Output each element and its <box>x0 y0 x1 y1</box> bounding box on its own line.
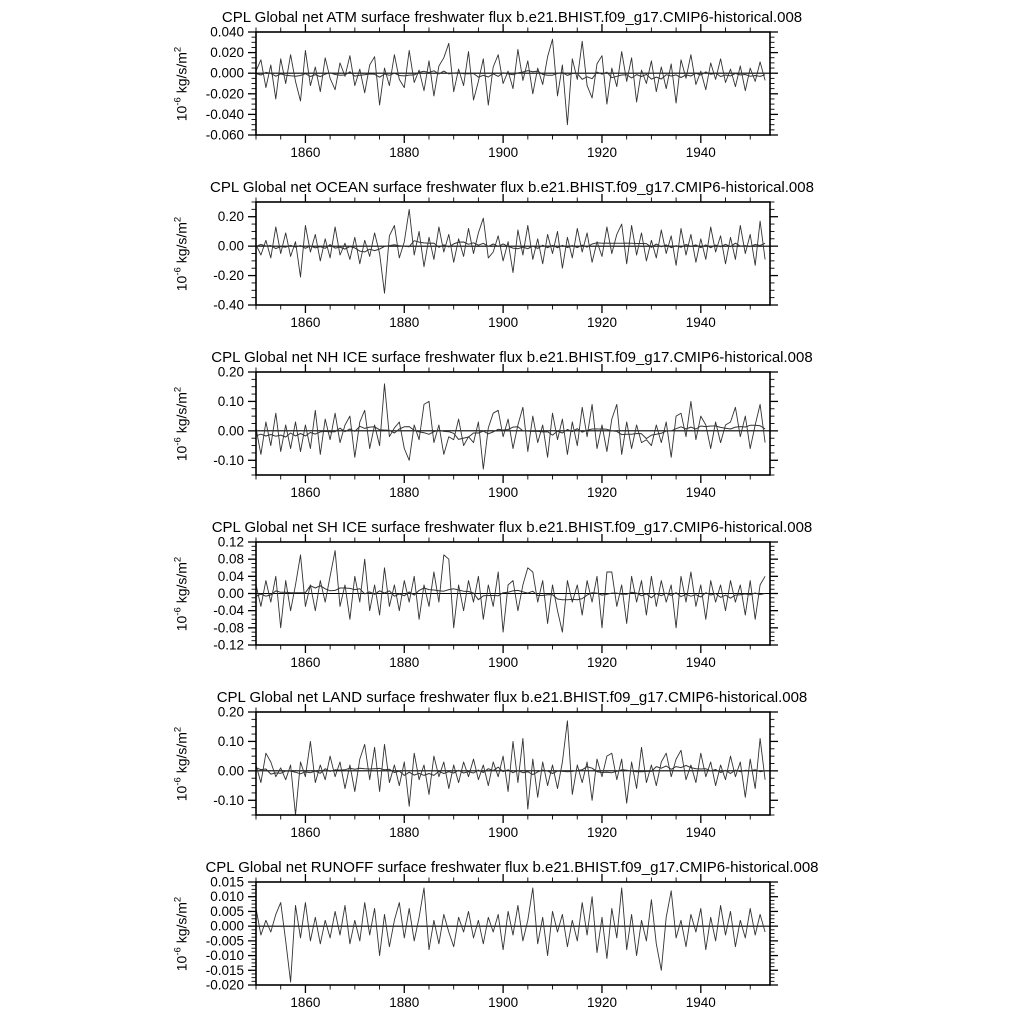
y-tick-label: 0.020 <box>210 45 244 61</box>
panel-ocean <box>0 170 1024 340</box>
panel-title: CPL Global net LAND surface freshwater flux b.e21.BHIST.f09_g17.CMIP6-historical.008 <box>216 689 808 706</box>
x-tick-label: 1920 <box>586 145 617 160</box>
x-tick-label: 1940 <box>685 485 716 500</box>
y-tick-label: -0.020 <box>205 977 244 993</box>
x-tick-label: 1920 <box>586 485 617 500</box>
y-unit-exponent: -6 <box>172 607 184 616</box>
y-unit-exponent: -6 <box>172 97 184 106</box>
plot-border <box>256 32 770 135</box>
y-tick-label: 0.20 <box>217 364 244 380</box>
x-tick-label: 1940 <box>685 825 716 840</box>
y-unit-base: 10 <box>173 955 190 972</box>
y-axis-label <box>173 387 190 461</box>
annual-series-line <box>256 888 765 982</box>
plot-border <box>256 202 770 305</box>
panel-title: CPL Global net SH ICE surface freshwater flux b.e21.BHIST.f09_g17.CMIP6-historical.008 <box>211 519 813 536</box>
y-tick-label: 0.04 <box>217 568 244 584</box>
x-tick-label: 1900 <box>488 655 519 670</box>
x-tick-label: 1900 <box>488 315 519 330</box>
annual-series-line <box>256 209 765 293</box>
smooth-series-line <box>256 71 765 80</box>
y-tick-label: -0.40 <box>213 297 244 313</box>
y-unit-squared: 2 <box>172 216 184 223</box>
x-tick-label: 1940 <box>685 145 716 160</box>
panel-nh-ice <box>0 340 1024 510</box>
x-tick-label: 1860 <box>290 655 321 670</box>
y-tick-label: -0.10 <box>213 452 244 468</box>
y-tick-label: -0.20 <box>213 268 244 284</box>
annual-series-line <box>256 39 765 125</box>
y-tick-label: -0.005 <box>205 933 244 949</box>
x-tick-label: 1940 <box>685 655 716 670</box>
x-tick-label: 1900 <box>488 145 519 160</box>
y-axis-label <box>173 727 190 801</box>
y-tick-label: -0.12 <box>213 637 244 653</box>
y-tick-label: 0.000 <box>210 918 244 934</box>
y-unit-exponent: -6 <box>172 437 184 446</box>
y-tick-label: 0.08 <box>217 551 244 567</box>
y-tick-label: 0.015 <box>210 874 244 890</box>
x-tick-label: 1920 <box>586 825 617 840</box>
y-unit-text: kg/s/m <box>173 562 190 608</box>
panel-atm <box>0 0 1024 170</box>
y-tick-label: 0.20 <box>217 209 244 225</box>
x-tick-label: 1900 <box>488 485 519 500</box>
y-tick-label: -0.040 <box>205 106 244 122</box>
y-unit-exponent: -6 <box>172 777 184 786</box>
x-tick-label: 1940 <box>685 315 716 330</box>
x-tick-label: 1920 <box>586 655 617 670</box>
x-tick-label: 1880 <box>389 825 420 840</box>
annual-series-line <box>256 721 765 815</box>
y-unit-base: 10 <box>173 445 190 462</box>
y-tick-label: 0.005 <box>210 903 244 919</box>
y-unit-squared: 2 <box>172 386 184 393</box>
x-tick-label: 1880 <box>389 655 420 670</box>
y-tick-label: -0.08 <box>213 620 244 636</box>
x-tick-label: 1880 <box>389 995 420 1010</box>
y-unit-base: 10 <box>173 785 190 802</box>
y-axis-label <box>173 47 190 121</box>
panel-title: CPL Global net RUNOFF surface freshwater flux b.e21.BHIST.f09_g17.CMIP6-historical.008 <box>205 859 819 876</box>
y-tick-label: 0.00 <box>217 423 244 439</box>
annual-series-line <box>256 384 765 469</box>
y-unit-base: 10 <box>173 615 190 632</box>
x-tick-label: 1920 <box>586 995 617 1010</box>
y-unit-squared: 2 <box>172 556 184 563</box>
x-tick-label: 1920 <box>586 315 617 330</box>
y-unit-text: kg/s/m <box>173 392 190 438</box>
panel-sh-ice <box>0 510 1024 680</box>
plot-border <box>256 712 770 815</box>
y-tick-label: 0.00 <box>217 763 244 779</box>
y-unit-text: kg/s/m <box>173 902 190 948</box>
x-tick-label: 1860 <box>290 825 321 840</box>
y-tick-label: -0.04 <box>213 603 244 619</box>
panel-land <box>0 680 1024 850</box>
panel-title: CPL Global net OCEAN surface freshwater flux b.e21.BHIST.f09_g17.CMIP6-historical.008 <box>210 179 814 196</box>
y-tick-label: 0.10 <box>217 393 244 409</box>
y-tick-label: -0.020 <box>205 86 244 102</box>
x-tick-label: 1860 <box>290 315 321 330</box>
y-unit-exponent: -6 <box>172 267 184 276</box>
x-tick-label: 1940 <box>685 995 716 1010</box>
y-tick-label: -0.060 <box>205 127 244 143</box>
x-tick-label: 1860 <box>290 485 321 500</box>
y-tick-label: 0.00 <box>217 586 244 601</box>
x-tick-label: 1880 <box>389 145 420 160</box>
y-tick-label: -0.10 <box>213 792 244 808</box>
y-tick-label: 0.000 <box>210 65 244 81</box>
x-tick-label: 1880 <box>389 485 420 500</box>
x-tick-label: 1860 <box>290 995 321 1010</box>
y-tick-label: -0.015 <box>205 962 244 978</box>
y-unit-text: kg/s/m <box>173 52 190 98</box>
panel-title: CPL Global net NH ICE surface freshwater flux b.e21.BHIST.f09_g17.CMIP6-historical.008 <box>211 349 813 366</box>
y-axis-label <box>173 557 190 631</box>
y-tick-label: 0.040 <box>210 24 244 40</box>
x-tick-label: 1880 <box>389 315 420 330</box>
y-unit-squared: 2 <box>172 726 184 733</box>
y-unit-base: 10 <box>173 105 190 122</box>
y-unit-squared: 2 <box>172 896 184 903</box>
x-tick-label: 1900 <box>488 995 519 1010</box>
y-tick-label: -0.010 <box>205 948 244 964</box>
y-tick-label: 0.010 <box>210 889 244 905</box>
x-tick-label: 1860 <box>290 145 321 160</box>
y-tick-label: 0.20 <box>217 704 244 720</box>
y-unit-text: kg/s/m <box>173 222 190 268</box>
y-unit-text: kg/s/m <box>173 732 190 778</box>
y-unit-exponent: -6 <box>172 947 184 956</box>
y-tick-label: 0.00 <box>217 238 244 254</box>
y-unit-squared: 2 <box>172 46 184 53</box>
y-axis-label <box>173 217 190 291</box>
panel-title: CPL Global net ATM surface freshwater flux b.e21.BHIST.f09_g17.CMIP6-historical.008 <box>221 9 803 26</box>
y-tick-label: 0.12 <box>217 534 244 550</box>
y-tick-label: 0.10 <box>217 733 244 749</box>
panel-runoff <box>0 850 1024 1020</box>
x-tick-label: 1900 <box>488 825 519 840</box>
y-axis-label <box>173 897 190 971</box>
y-unit-base: 10 <box>173 275 190 292</box>
